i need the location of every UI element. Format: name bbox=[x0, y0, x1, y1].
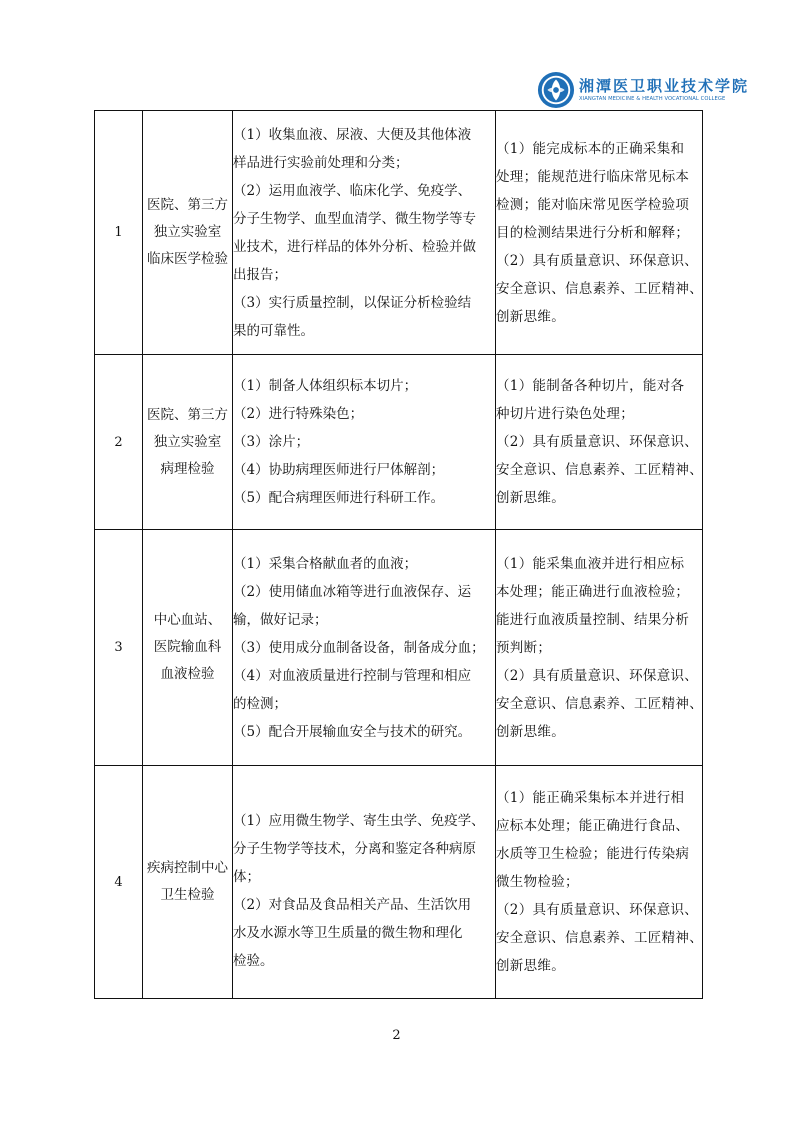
work-task-line: 样品进行实验前处理和分类； bbox=[233, 154, 409, 171]
work-task-line: （3）使用成分血制备设备，制备成分血； bbox=[233, 639, 485, 656]
ability-line: 水质等卫生检验；能进行传染病 bbox=[496, 846, 690, 862]
ability-line: 能进行血液质量控制、结果分析 bbox=[496, 611, 690, 628]
work-task-line: （2）运用血液学、临床化学、免疫学、 bbox=[233, 182, 472, 199]
table-row bbox=[95, 530, 703, 766]
ability-line: （2）具有质量意识、环保意识、 bbox=[496, 252, 699, 269]
ability-line: 处理；能规范进行临床常见标本 bbox=[496, 168, 690, 185]
ability-line: 预判断； bbox=[496, 639, 552, 656]
work-task-line: （1）制备人体组织标本切片； bbox=[233, 378, 418, 394]
work-task-line: （1）收集血液、尿液、大便及其他体液 bbox=[233, 126, 472, 143]
table-row bbox=[95, 766, 703, 999]
ability-line: 安全意识、信息素养、工匠精神、 bbox=[496, 462, 703, 478]
work-task-line: （2）使用储血冰箱等进行血液保存、运 bbox=[233, 583, 472, 600]
work-task-line: （1）应用微生物学、寄生虫学、免疫学、 bbox=[233, 813, 485, 829]
ability-line: （2）具有质量意识、环保意识、 bbox=[496, 667, 699, 684]
college-emblem-icon bbox=[537, 71, 575, 109]
work-task-line: （1）采集合格献血者的血液； bbox=[233, 555, 418, 572]
ability-line: 微生物检验； bbox=[496, 874, 579, 890]
work-task-line: （3）实行质量控制，以保证分析检验结 bbox=[233, 294, 472, 311]
row-number: 4 bbox=[95, 766, 143, 999]
ability-line: （1）能正确采集标本并进行相 bbox=[496, 790, 685, 806]
position-line: 医院、第三方 bbox=[147, 406, 228, 423]
college-name-en: XIANGTAN MEDICINE & HEALTH VOCATIONAL COLLEGE bbox=[579, 96, 726, 102]
ability-line: 创新思维。 bbox=[496, 723, 565, 740]
position-line: 血液检验 bbox=[160, 666, 215, 682]
work-task-line: 果的可靠性。 bbox=[233, 322, 314, 339]
position-line: 临床医学检验 bbox=[147, 251, 228, 267]
position-line: 医院输血科 bbox=[153, 639, 222, 655]
work-task-line: （2）对食品及食品相关产品、生活饮用 bbox=[233, 897, 472, 913]
ability-line: 检测；能对临床常见医学检验项 bbox=[496, 196, 690, 213]
work-task-line: 检验。 bbox=[233, 953, 274, 969]
table-row bbox=[95, 111, 703, 355]
work-task-line: 分子生物学等技术，分离和鉴定各种病原 bbox=[233, 841, 476, 857]
row-number: 3 bbox=[95, 530, 143, 766]
ability-cell bbox=[496, 111, 703, 355]
position-line: 独立实验室 bbox=[153, 224, 222, 240]
ability-cell bbox=[496, 766, 703, 999]
position-line: 疾病控制中心 bbox=[147, 860, 228, 876]
ability-line: （2）具有质量意识、环保意识、 bbox=[496, 434, 699, 450]
ability-line: 安全意识、信息素养、工匠精神、 bbox=[496, 280, 703, 297]
position-cell bbox=[143, 111, 233, 355]
ability-line: （2）具有质量意识、环保意识、 bbox=[496, 902, 699, 918]
ability-line: （1）能制备各种切片，能对各 bbox=[496, 378, 685, 394]
work-task-line: 的检测； bbox=[233, 695, 287, 712]
row-number: 2 bbox=[95, 355, 143, 530]
college-logo bbox=[537, 68, 750, 112]
position-line: 中心血站、 bbox=[153, 612, 222, 628]
work-task-line: （4）协助病理医师进行尸体解剖； bbox=[233, 462, 445, 478]
job-ability-table bbox=[94, 110, 703, 999]
ability-line: 种切片进行染色处理； bbox=[496, 406, 634, 422]
ability-line: 创新思维。 bbox=[496, 308, 565, 325]
work-task-line: 出报告； bbox=[233, 266, 287, 283]
work-task-line: 水及水源水等卫生质量的微生物和理化 bbox=[233, 925, 463, 941]
position-line: 医院、第三方 bbox=[147, 197, 228, 213]
ability-line: 本处理；能正确进行血液检验； bbox=[496, 583, 690, 600]
work-task-line: （5）配合开展输血安全与技术的研究。 bbox=[233, 723, 472, 740]
ability-line: （1）能采集血液并进行相应标 bbox=[496, 555, 685, 572]
work-task-line: 输，做好记录； bbox=[233, 611, 328, 628]
ability-line: （1）能完成标本的正确采集和 bbox=[496, 140, 685, 157]
work-task-line: 业技术，进行样品的体外分析、检验并做 bbox=[233, 238, 476, 255]
position-cell bbox=[143, 355, 233, 530]
work-task-cell bbox=[233, 530, 496, 766]
ability-line: 目的检测结果进行分析和解释； bbox=[496, 224, 690, 241]
position-line: 卫生检验 bbox=[160, 887, 215, 903]
work-task-cell bbox=[233, 766, 496, 999]
work-task-line: （4）对血液质量进行控制与管理和相应 bbox=[233, 667, 472, 684]
ability-line: 创新思维。 bbox=[496, 958, 565, 974]
ability-cell bbox=[496, 355, 703, 530]
position-line: 病理检验 bbox=[160, 460, 215, 477]
ability-line: 创新思维。 bbox=[496, 490, 565, 506]
position-cell bbox=[143, 530, 233, 766]
position-cell bbox=[143, 766, 233, 999]
work-task-line: （3）涂片； bbox=[233, 434, 310, 450]
table-row bbox=[95, 355, 703, 530]
work-task-line: （5）配合病理医师进行科研工作。 bbox=[233, 490, 445, 506]
ability-line: 应标本处理；能正确进行食品、 bbox=[496, 818, 690, 834]
position-line: 独立实验室 bbox=[153, 433, 222, 450]
ability-line: 安全意识、信息素养、工匠精神、 bbox=[496, 695, 703, 712]
work-task-cell bbox=[233, 111, 496, 355]
college-name-cn: 湘潭医卫职业技术学院 bbox=[579, 77, 750, 95]
ability-line: 安全意识、信息素养、工匠精神、 bbox=[496, 930, 703, 946]
work-task-line: 体； bbox=[233, 869, 260, 885]
work-task-line: （2）进行特殊染色； bbox=[233, 406, 364, 422]
ability-cell bbox=[496, 530, 703, 766]
work-task-line: 分子生物学、血型血清学、微生物学等专 bbox=[233, 210, 476, 227]
work-task-cell bbox=[233, 355, 496, 530]
page-number: 2 bbox=[392, 1028, 401, 1043]
row-number: 1 bbox=[95, 111, 143, 355]
